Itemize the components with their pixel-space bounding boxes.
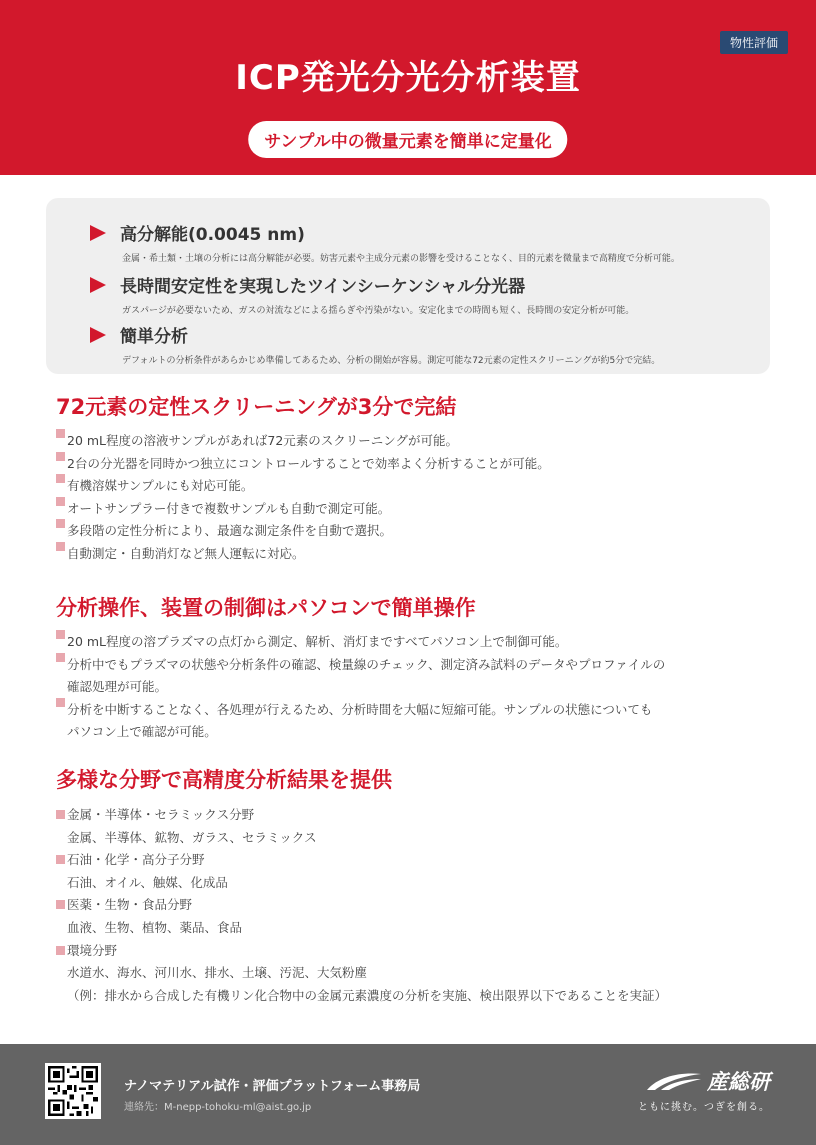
contact-email: 連絡先：M-nepp-tohoku-ml@aist.go.jp [124,1102,312,1113]
aist-logo [638,1066,770,1113]
square-bullet-icon [56,452,65,461]
square-bullet-icon [56,542,65,551]
feature-title: 簡単分析 [120,327,188,347]
list-item: 20 mL程度の溶液サンプルがあれば72元素のスクリーニングが可能。 [56,430,550,453]
square-bullet-icon [56,946,65,955]
feature-desc: ガスパージが必要ないため、ガスの対流などによる揺らぎや汚染がない。安定化までの時間も短く、長時間の安定分析が可能。 [122,306,635,316]
list-item: 分析を中断することなく、各処理が行えるため、分析時間を大幅に短縮可能。サンプルの状態についても [56,699,665,722]
field-name: 石油・化学・高分子分野 [56,849,667,872]
list-item: 自動測定・自動消灯など無人運転に対応。 [56,543,550,566]
list-item-continuation: パソコン上で確認が可能。 [67,724,217,740]
triangle-bullet-icon [90,225,106,241]
feature-title: 長時間安定性を実現したツインシーケンシャル分光器 [120,277,526,297]
triangle-bullet-icon [90,327,106,343]
header-banner [0,0,816,175]
square-bullet-icon [56,698,65,707]
category-badge: 物性評価 [720,31,788,54]
field-examples: 石油、オイル、触媒、化成品 [67,874,228,890]
list-item: オートサンプラー付きで複数サンプルも自動で測定可能。 [56,498,550,521]
section-title-fields: 多様な分野で高精度分析結果を提供 [56,768,392,792]
square-bullet-icon [56,855,65,864]
square-bullet-icon [56,474,65,483]
field-note: （例：排水から合成した有機リン化合物中の金属元素濃度の分析を実施、検出限界以下であることを実証） [67,987,668,1003]
field-name: 金属・半導体・セラミックス分野 [56,804,667,827]
field-name: 医薬・生物・食品分野 [56,894,667,917]
feature-desc: デフォルトの分析条件があらかじめ準備してあるため、分析の開始が容易。測定可能な72元素の定性スクリーニングが約5分で完結。 [122,356,661,366]
footer [0,1044,816,1145]
logo-tagline: ともに挑む。つぎを創る。 [638,1102,770,1113]
fields-list [56,804,667,1007]
square-bullet-icon [56,519,65,528]
triangle-bullet-icon [90,277,106,293]
list-item: 2台の分光器を同時かつ独立にコントロールすることで効率よく分析することが可能。 [56,453,550,476]
office-name: ナノマテリアル試作・評価プラットフォーム事務局 [124,1079,421,1094]
list-item: 多段階の定性分析により、最適な測定条件を自動で選択。 [56,520,550,543]
section-title-screening: 72元素の定性スクリーニングが3分で完結 [56,395,457,419]
swoosh-logo-icon [645,1070,703,1092]
feature-item [90,220,680,264]
feature-item [90,322,660,366]
feature-desc: 金属・希土類・土壌の分析には高分解能が必要。妨害元素や主成分元素の影響を受けることなく、目的元素を微量まで高精度で分析可能。 [122,254,680,264]
list-item: 20 mL程度の溶プラズマの点灯から測定、解析、消灯まですべてパソコン上で制御可能。 [56,631,665,654]
screening-list [56,430,550,566]
feature-item [90,272,634,316]
list-item: 有機溶媒サンプルにも対応可能。 [56,475,550,498]
field-examples: 血液、生物、植物、薬品、食品 [67,919,243,935]
square-bullet-icon [56,653,65,662]
page-title: ICP発光分光分析装置 [235,58,581,98]
square-bullet-icon [56,810,65,819]
subtitle-pill: サンプル中の微量元素を簡単に定量化 [248,121,567,158]
field-name: 環境分野 [56,940,667,963]
square-bullet-icon [56,630,65,639]
qr-code-icon [45,1063,101,1119]
pc-control-list [56,631,665,744]
logo-name: 産総研 [707,1070,770,1094]
square-bullet-icon [56,497,65,506]
feature-title: 高分解能(0.0045 nm) [120,225,305,245]
square-bullet-icon [56,900,65,909]
list-item: 分析中でもプラズマの状態や分析条件の確認、検量線のチェック、測定済み試料のデータやプロファイルの [56,654,665,677]
list-item-continuation: 確認処理が可能。 [67,679,168,695]
field-examples: 水道水、海水、河川水、排水、土壌、汚泥、大気粉塵 [67,965,368,981]
section-title-pc-control: 分析操作、装置の制御はパソコンで簡単操作 [56,596,476,620]
features-panel [46,198,770,374]
square-bullet-icon [56,429,65,438]
field-examples: 金属、半導体、鉱物、ガラス、セラミックス [67,829,317,845]
